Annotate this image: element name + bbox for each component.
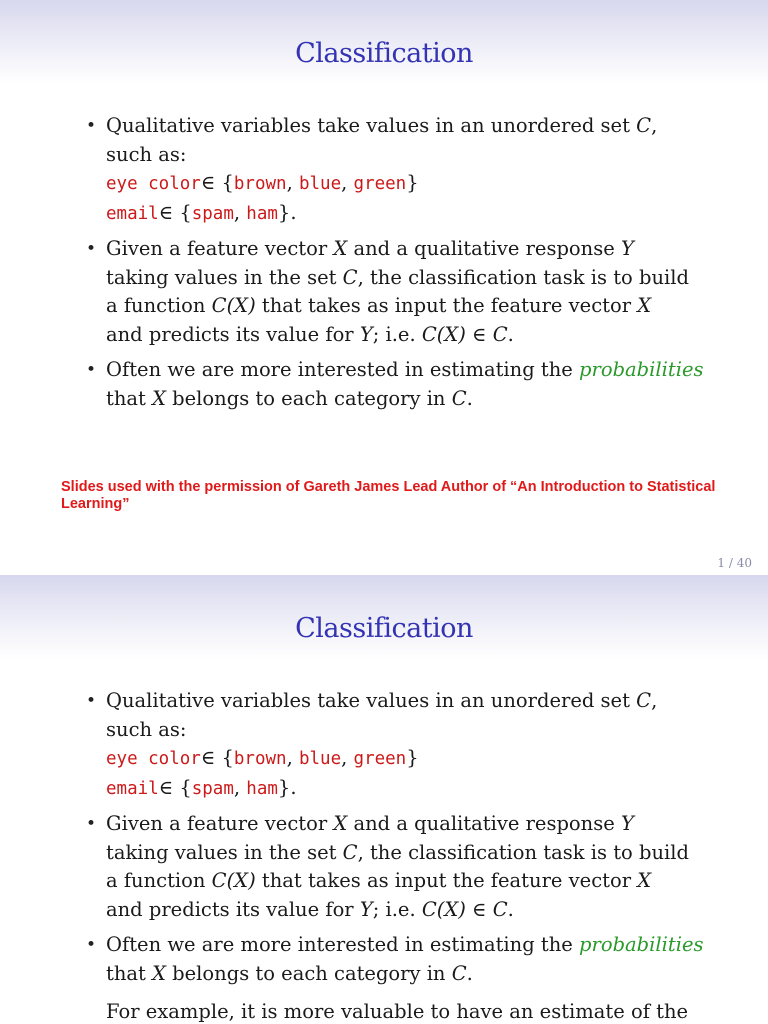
slide-2 — [0, 575, 768, 1024]
page-number: 1 / 40 — [717, 556, 752, 570]
text-line: Qualitative variables take values in an unordered set C, — [106, 689, 658, 712]
example-eye-color: eye color∈ {brown, blue, green} — [106, 746, 419, 769]
bullet-item-classification-task — [84, 235, 724, 349]
text-line: and predicts its value for Y; i.e. C(X) ∈ C. — [106, 322, 514, 346]
text-line: Given a feature vector X and a qualitative response Y — [106, 237, 634, 260]
bullet-list — [84, 112, 724, 420]
bullet-dot-icon: • — [86, 935, 97, 955]
permission-credit-note: Slides used with the permission of Gareth James Lead Author of “An Introduction to Statistical Learning” — [61, 479, 716, 512]
text-line: Qualitative variables take values in an unordered set C, — [106, 114, 658, 137]
example-email: email∈ {spam, ham}. — [106, 200, 297, 224]
text-line: that X belongs to each category in C. — [106, 386, 473, 410]
bullet-item-qualitative — [84, 112, 724, 228]
bullet-item-probabilities — [84, 356, 724, 413]
text-line: taking values in the set C, the classification task is to build — [106, 840, 689, 864]
bullet-dot-icon: • — [86, 814, 97, 834]
emphasis-probabilities: probabilities — [579, 933, 704, 956]
text-line: such as: — [106, 717, 187, 741]
text-line: taking values in the set C, the classification task is to build — [106, 265, 689, 289]
set-c-symbol: C — [636, 114, 652, 137]
set-c-symbol: C — [636, 689, 652, 712]
text-line: a function C(X) that takes as input the feature vector X — [106, 869, 652, 892]
bullet-dot-icon: • — [86, 691, 97, 711]
example-email: email∈ {spam, ham}. — [106, 775, 297, 799]
bullet-item-qualitative — [84, 687, 724, 803]
example-eye-color: eye color∈ {brown, blue, green} — [106, 171, 419, 194]
slide-title: Classification — [295, 613, 473, 644]
text-line: Often we are more interested in estimating the probabilities — [106, 933, 704, 956]
bullet-item-probabilities — [84, 931, 724, 988]
bullet-item-classification-task — [84, 810, 724, 924]
example-paragraph: For example, it is more valuable to have an estimate of the — [106, 1000, 689, 1023]
bullet-dot-icon: • — [86, 360, 97, 380]
slide-title: Classification — [295, 38, 473, 69]
text-line: Given a feature vector X and a qualitative response Y — [106, 812, 634, 835]
text-line: Often we are more interested in estimating the probabilities — [106, 358, 704, 381]
bullet-dot-icon: • — [86, 116, 97, 136]
text-line: such as: — [106, 142, 187, 166]
text-line: a function C(X) that takes as input the feature vector X — [106, 294, 652, 317]
text-line: that X belongs to each category in C. — [106, 961, 473, 985]
text-line: and predicts its value for Y; i.e. C(X) ∈ C. — [106, 897, 514, 921]
emphasis-probabilities: probabilities — [579, 358, 704, 381]
bullet-dot-icon: • — [86, 239, 97, 259]
bullet-list — [84, 687, 724, 995]
